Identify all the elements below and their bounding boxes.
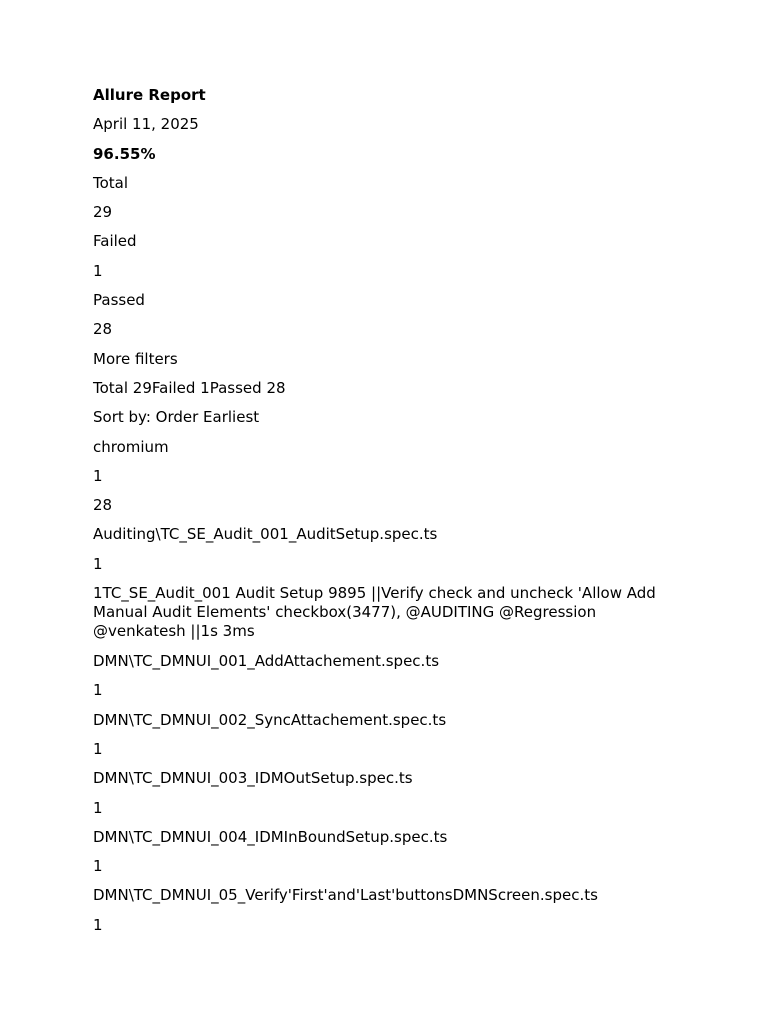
- suite-file[interactable]: DMN\TC_DMNUI_004_IDMInBoundSetup.spec.ts: [93, 827, 448, 846]
- suite-file[interactable]: DMN\TC_DMNUI_05_Verify'First'and'Last'buttonsDMNScreen.spec.ts: [93, 886, 598, 905]
- failed-value: 1: [93, 261, 103, 280]
- filter-summary[interactable]: Total 29Failed 1Passed 28: [93, 378, 286, 397]
- suite-file[interactable]: DMN\TC_DMNUI_003_IDMOutSetup.spec.ts: [93, 769, 413, 788]
- pass-rate: 96.55%: [93, 144, 156, 163]
- group-passed-count: 28: [93, 496, 113, 515]
- report-title: Allure Report: [93, 86, 206, 104]
- report-page: [93, 86, 693, 945]
- failed-label: Failed: [93, 232, 137, 251]
- suite-count: 1: [93, 554, 103, 573]
- report-date: April 11, 2025: [93, 115, 199, 134]
- suite-file[interactable]: DMN\TC_DMNUI_001_AddAttachement.spec.ts: [93, 652, 440, 671]
- total-value: 29: [93, 203, 113, 222]
- suite-count: 1: [93, 915, 103, 934]
- suite-count: 1: [93, 739, 103, 758]
- group-failed-count: 1: [93, 466, 103, 485]
- group-name[interactable]: chromium: [93, 437, 169, 456]
- suite-file[interactable]: DMN\TC_DMNUI_002_SyncAttachement.spec.ts: [93, 710, 447, 729]
- suite-count: 1: [93, 857, 103, 876]
- suite-count: 1: [93, 681, 103, 700]
- passed-label: Passed: [93, 291, 145, 310]
- suite-file[interactable]: Auditing\TC_SE_Audit_001_AuditSetup.spec.ts: [93, 525, 438, 544]
- passed-value: 28: [93, 320, 113, 339]
- total-label: Total: [93, 173, 129, 192]
- more-filters-link[interactable]: More filters: [93, 349, 178, 368]
- test-result-item[interactable]: 1TC_SE_Audit_001 Audit Setup 9895 ||Verify check and uncheck 'Allow Add Manual Audit Elements' checkbox(3477), @AUDITING @Regression @venkatesh ||1s 3ms: [93, 584, 661, 641]
- suite-count: 1: [93, 798, 103, 817]
- sort-by-control[interactable]: Sort by: Order Earliest: [93, 408, 260, 427]
